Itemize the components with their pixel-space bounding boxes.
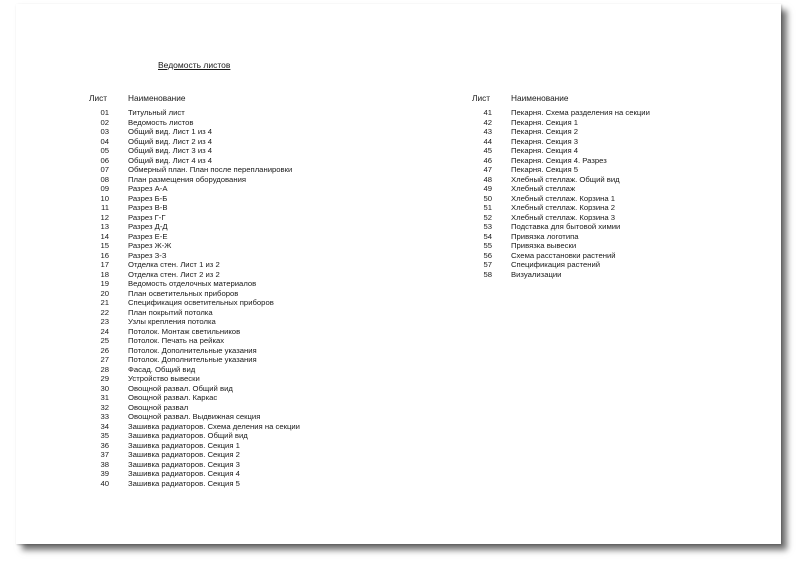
sheet-row (472, 232, 650, 242)
sheet-number: 15 (100, 241, 109, 250)
sheet-number: 16 (100, 250, 109, 260)
sheet-row (89, 270, 300, 280)
sheet-row (472, 222, 650, 232)
sheet-name: Подставка для бытовой химии (511, 222, 621, 231)
sheet-number: 57 (483, 260, 492, 269)
sheet-name: Хлебный стеллаж (511, 184, 576, 193)
sheet-name: План покрытий потолка (128, 307, 213, 317)
sheet-name: Разрез З-З (128, 250, 167, 260)
sheet-number: 05 (100, 146, 109, 155)
sheet-name: Пекарня. Секция 4 (511, 146, 579, 155)
sheet-name: Зашивка радиаторов. Секция 5 (128, 478, 240, 488)
sheet-name: Хлебный стеллаж. Корзина 3 (511, 212, 616, 222)
sheet-name: Разрез Д-Д (128, 222, 168, 231)
sheet-number: 02 (100, 117, 109, 127)
sheet-row (89, 317, 300, 327)
sheet-name-header: Наименование (128, 93, 186, 103)
sheet-row (89, 279, 300, 289)
sheet-name: Фасад. Общий вид (128, 364, 196, 374)
sheet-number: 07 (100, 165, 109, 174)
sheet-name: Разрез Ж-Ж (128, 241, 172, 250)
sheet-row (89, 251, 300, 261)
sheet-row (89, 184, 300, 194)
sheet-number-header: Лист (472, 93, 491, 103)
sheet-name: Потолок. Дополнительные указания (128, 355, 257, 364)
sheet-row (472, 118, 650, 128)
sheet-name: Привязка логотипа (511, 231, 579, 241)
sheet-number: 33 (100, 412, 109, 421)
sheet-name: Общий вид. Лист 2 из 4 (128, 136, 213, 146)
sheet-number: 40 (100, 478, 109, 488)
sheet-rows-right (472, 108, 650, 279)
sheet-row (89, 346, 300, 356)
sheet-number: 48 (483, 174, 492, 184)
sheet-number: 43 (483, 127, 492, 136)
sheet-number: 14 (100, 231, 109, 241)
sheet-name: Разрез Г-Г (128, 212, 166, 222)
sheet-row (89, 355, 300, 365)
sheet-name: Ведомость листов (128, 117, 194, 127)
column-headers (89, 90, 300, 106)
sheet-row (89, 431, 300, 441)
sheet-row (472, 175, 650, 185)
sheet-row (89, 260, 300, 270)
sheet-name: Визуализации (511, 269, 562, 279)
sheet-name: Овощной развал. Выдвижная секция (128, 412, 261, 421)
sheet-row (89, 213, 300, 223)
sheet-row (472, 213, 650, 223)
sheet-number: 19 (100, 279, 109, 288)
sheet-row (472, 260, 650, 270)
sheet-number: 47 (483, 165, 492, 174)
sheet-row (89, 194, 300, 204)
sheet-number: 12 (100, 212, 109, 222)
sheet-name: Потолок. Монтаж светильников (128, 326, 241, 336)
sheet-number: 29 (100, 374, 109, 383)
sheet-number: 20 (100, 288, 109, 298)
sheet-row (89, 412, 300, 422)
sheet-number: 26 (100, 345, 109, 355)
sheet-row (89, 118, 300, 128)
document-page (16, 4, 781, 544)
document-title: Ведомость листов (158, 60, 231, 70)
sheet-row (89, 336, 300, 346)
sheet-number-header: Лист (89, 93, 108, 103)
sheet-number: 23 (100, 317, 109, 326)
sheet-name: Разрез Е-Е (128, 231, 168, 241)
sheet-name: Зашивка радиаторов. Общий вид (128, 431, 248, 440)
sheet-name: Общий вид. Лист 3 из 4 (128, 146, 213, 155)
sheet-number: 49 (483, 184, 492, 193)
sheet-name: Зашивка радиаторов. Схема деления на секции (128, 421, 300, 431)
sheet-name: Отделка стен. Лист 2 из 2 (128, 269, 220, 279)
sheet-row (89, 289, 300, 299)
sheet-name: Потолок. Печать на рейках (128, 336, 225, 345)
sheet-row (89, 460, 300, 470)
sheet-row (89, 384, 300, 394)
sheet-number: 11 (101, 203, 109, 212)
sheet-list-right (472, 90, 650, 279)
sheet-name: Зашивка радиаторов. Секция 2 (128, 450, 240, 459)
sheet-name: Общий вид. Лист 1 из 4 (128, 127, 213, 136)
sheet-rows-left (89, 108, 300, 488)
sheet-number: 27 (100, 355, 109, 364)
sheet-row (472, 165, 650, 175)
sheet-number: 18 (100, 269, 109, 279)
sheet-number: 46 (483, 155, 492, 165)
sheet-row (472, 156, 650, 166)
sheet-name: Зашивка радиаторов. Секция 1 (128, 440, 240, 450)
sheet-number: 30 (100, 383, 109, 393)
sheet-row (89, 365, 300, 375)
sheet-row (89, 203, 300, 213)
sheet-number: 45 (483, 146, 492, 155)
sheet-row (472, 270, 650, 280)
column-headers (472, 90, 650, 106)
sheet-name: Схема расстановки растений (511, 250, 616, 260)
sheet-name: Пекарня. Схема разделения на секции (511, 108, 650, 117)
sheet-number: 58 (483, 269, 492, 279)
sheet-row (472, 108, 650, 118)
sheet-name: Обмерный план. План после перепланировки (128, 165, 293, 174)
sheet-number: 13 (100, 222, 109, 231)
sheet-name: Хлебный стеллаж. Общий вид (511, 174, 620, 184)
sheet-number: 01 (100, 108, 109, 117)
sheet-name-header: Наименование (511, 93, 569, 103)
sheet-row (472, 146, 650, 156)
sheet-name: Хлебный стеллаж. Корзина 2 (511, 203, 616, 212)
sheet-list-left (89, 90, 300, 488)
sheet-number: 56 (483, 250, 492, 260)
sheet-name: Разрез А-А (128, 184, 168, 193)
sheet-number: 34 (100, 421, 109, 431)
sheet-number: 39 (100, 469, 109, 478)
sheet-number: 37 (100, 450, 109, 459)
sheet-number: 24 (100, 326, 109, 336)
sheet-row (89, 222, 300, 232)
sheet-row (89, 146, 300, 156)
sheet-row (89, 374, 300, 384)
sheet-row (89, 479, 300, 489)
sheet-row (89, 156, 300, 166)
sheet-row (89, 127, 300, 137)
sheet-name: Овощной развал. Каркас (128, 393, 218, 402)
sheet-number: 32 (100, 402, 109, 412)
sheet-number: 17 (100, 260, 109, 269)
sheet-number: 38 (100, 459, 109, 469)
sheet-number: 51 (483, 203, 492, 212)
sheet-row (89, 308, 300, 318)
sheet-row (89, 393, 300, 403)
sheet-number: 35 (100, 431, 109, 440)
sheet-name: План осветительных приборов (128, 288, 239, 298)
sheet-row (89, 241, 300, 251)
sheet-row (472, 127, 650, 137)
sheet-name: Потолок. Дополнительные указания (128, 345, 257, 355)
sheet-name: Пекарня. Секция 1 (511, 117, 579, 127)
sheet-name: Пекарня. Секция 4. Разрез (511, 155, 607, 165)
sheet-number: 44 (483, 136, 492, 146)
sheet-name: Спецификация растений (511, 260, 601, 269)
sheet-name: Овощной развал (128, 402, 189, 412)
sheet-number: 42 (483, 117, 492, 127)
sheet-number: 09 (100, 184, 109, 193)
sheet-number: 41 (483, 108, 492, 117)
sheet-row (472, 194, 650, 204)
sheet-number: 50 (483, 193, 492, 203)
sheet-number: 53 (483, 222, 492, 231)
sheet-row (89, 108, 300, 118)
sheet-number: 22 (100, 307, 109, 317)
sheet-number: 03 (100, 127, 109, 136)
sheet-number: 28 (100, 364, 109, 374)
sheet-number: 06 (100, 155, 109, 165)
sheet-name: Разрез Б-Б (128, 193, 168, 203)
sheet-row (472, 203, 650, 213)
sheet-name: Узлы крепления потолка (128, 317, 216, 326)
sheet-name: Устройство вывески (128, 374, 200, 383)
sheet-number: 31 (100, 393, 109, 402)
sheet-name: Овощной развал. Общий вид (128, 383, 233, 393)
sheet-name: Привязка вывески (511, 241, 577, 250)
sheet-row (89, 403, 300, 413)
sheet-row (89, 441, 300, 451)
sheet-row (89, 422, 300, 432)
sheet-number: 25 (100, 336, 109, 345)
sheet-row (89, 165, 300, 175)
sheet-name: Общий вид. Лист 4 из 4 (128, 155, 213, 165)
sheet-name: Спецификация осветительных приборов (128, 298, 274, 307)
sheet-number: 36 (100, 440, 109, 450)
sheet-name: Титульный лист (128, 108, 185, 117)
sheet-name: Пекарня. Секция 2 (511, 127, 579, 136)
sheet-number: 10 (100, 193, 109, 203)
sheet-name: Разрез В-В (128, 203, 168, 212)
sheet-row (89, 298, 300, 308)
sheet-row (89, 232, 300, 242)
sheet-name: Отделка стен. Лист 1 из 2 (128, 260, 220, 269)
sheet-name: Пекарня. Секция 5 (511, 165, 579, 174)
sheet-name: Зашивка радиаторов. Секция 3 (128, 459, 240, 469)
sheet-number: 55 (483, 241, 492, 250)
sheet-row (472, 241, 650, 251)
sheet-number: 21 (100, 298, 109, 307)
sheet-row (89, 137, 300, 147)
sheet-name: План размещения оборудования (128, 174, 247, 184)
sheet-name: Пекарня. Секция 3 (511, 136, 579, 146)
sheet-name: Ведомость отделочных материалов (128, 279, 257, 288)
sheet-row (472, 137, 650, 147)
sheet-number: 04 (100, 136, 109, 146)
sheet-row (89, 450, 300, 460)
sheet-number: 08 (100, 174, 109, 184)
sheet-row (89, 327, 300, 337)
sheet-row (472, 184, 650, 194)
sheet-name: Хлебный стеллаж. Корзина 1 (511, 193, 616, 203)
sheet-row (472, 251, 650, 261)
sheet-number: 54 (483, 231, 492, 241)
sheet-number: 52 (483, 212, 492, 222)
sheet-row (89, 175, 300, 185)
sheet-row (89, 469, 300, 479)
sheet-name: Зашивка радиаторов. Секция 4 (128, 469, 240, 478)
